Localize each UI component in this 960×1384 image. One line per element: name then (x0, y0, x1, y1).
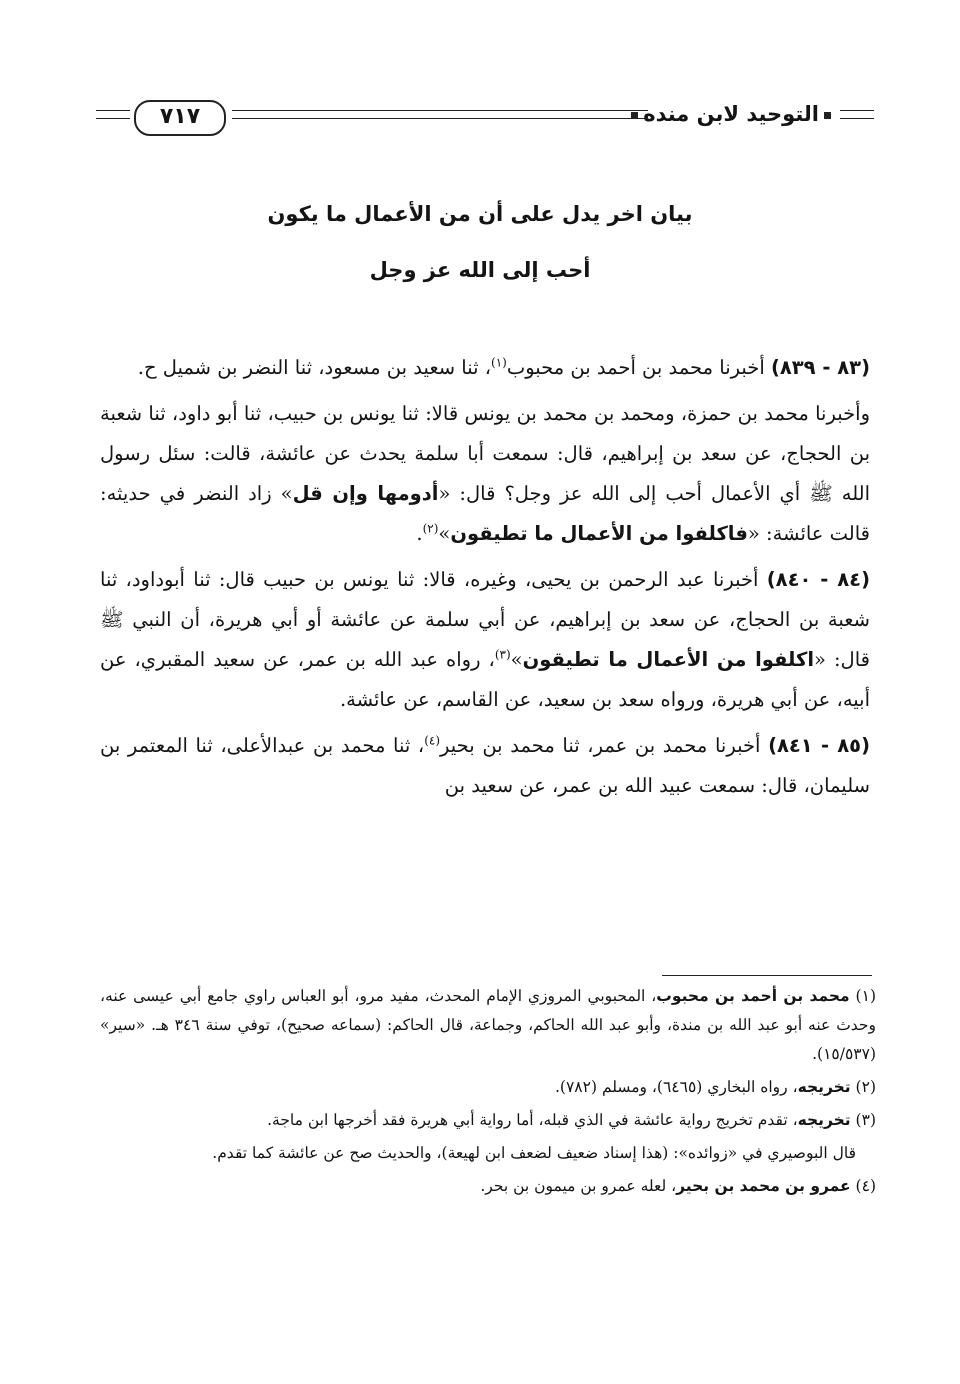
footnote (100, 1106, 876, 1135)
hadith-quote: فاكلفوا من الأعمال ما تطيقون (450, 522, 748, 545)
hadith-number: (٨٤ - ٨٤٠) (766, 568, 871, 591)
footnote-ref: (٤) (424, 733, 441, 748)
footnote-separator (662, 975, 872, 976)
footnote-text: ، لعله عمرو بن ميمون بن بحر. (480, 1177, 677, 1195)
hadith-text: ، ثنا محمد بن عبدالأعلى، ثنا المعتمر بن سليمان، قال: سمعت عبيد الله بن عمر، عن سعيد بن (100, 734, 870, 797)
hadith-paragraph (100, 394, 870, 554)
hadith-text: أخبرنا عبد الرحمن بن يحيى، وغيره، قالا: ثنا يونس بن حبيب قال: ثنا أبوداود، ثنا شعبة بن الحجاج، عن سعد بن إبراهيم، عن أبي سلمة عن عائشة أو أبي هريرة، أن النبي ﷺ قال: « (100, 568, 870, 671)
page-number: ٧١٧ (134, 100, 226, 136)
hadith-text: أخبرنا محمد بن أحمد بن محبوب (506, 356, 771, 379)
header-rule-middle-b (232, 118, 648, 119)
hadith-text: وأخبرنا محمد بن حمزة، ومحمد بن محمد بن يونس قالا: ثنا يونس بن حبيب، ثنا أبو داود، ثنا شعبة بن الحجاج، عن سعد بن إبراهيم، قال: سمعت أبا سلمة يحدث عن عائشة، قالت: سئل رسول الله ﷺ أي الأعمال أحب إلى الله عز وجل؟ قال: « (100, 402, 871, 505)
footnote (100, 982, 876, 1069)
hadith-text: » زاد النضر في حديثه: قالت عائشة: « (100, 482, 870, 545)
footnote (100, 1073, 876, 1102)
hadith-text: أخبرنا محمد بن عمر، ثنا محمد بن بحير (440, 734, 769, 757)
footnote-subject: محمد بن أحمد بن محبوب (656, 987, 850, 1005)
main-text (100, 348, 870, 812)
footnote-marker: (٤) (855, 1177, 876, 1195)
footnote-text: ، تقدم تخريج رواية عائشة في الذي قبله، أما رواية أبي هريرة فقد أخرجها ابن ماجة. (267, 1111, 798, 1129)
chapter-heading-line-2: أحب إلى الله عز وجل (369, 258, 591, 282)
header-rule-right-b (840, 118, 874, 119)
footnote-text: ، المحبوبي المروزي الإمام المحدث، مفيد مرو، أبو العباس راوي جامع أبي عيسى عنه، وحدث عنه أبو عبد الله بن مندة، وأبو عبد الله الحاكم، وجماعة، قال الحاكم: (سماعه صحيح)، توفي سنة ٣٤٦ هـ. «سير» (١٥/٥٣٧). (100, 987, 876, 1063)
hadith-text: » (438, 522, 451, 545)
page-header (96, 96, 874, 140)
footnote-subject: تخريجه (797, 1111, 851, 1129)
footnote-continuation (100, 1139, 876, 1168)
hadith-number: (٨٥ - ٨٤١) (768, 734, 870, 757)
hadith-text: ، رواه عبد الله بن عمر، عن سعيد المقبري، عن أبيه، عن أبي هريرة، ورواه سعد بن سعيد، عن القاسم، عن عائشة. (100, 648, 870, 711)
header-rule-right-a (840, 110, 874, 111)
hadith-text: ، ثنا سعيد بن مسعود، ثنا النضر بن شميل ح. (137, 356, 492, 379)
footnote (100, 1172, 876, 1201)
footnote-text: قال البوصيري في «زوائده»: (هذا إسناد ضعيف لضعف ابن لهيعة)، والحديث صح عن عائشة كما تقدم. (212, 1144, 856, 1162)
footnote-marker: (٣) (855, 1111, 876, 1129)
hadith-quote: اكلفوا من الأعمال ما تطيقون (522, 648, 815, 671)
hadith-text: . (416, 522, 423, 545)
footnote-marker: (١) (855, 987, 876, 1005)
hadith-number: (٨٣ - ٨٣٩) (770, 356, 870, 379)
book-title-text: التوحيد لابن منده (643, 102, 819, 126)
footnote-subject: تخريجه (797, 1078, 851, 1096)
hadith-paragraph (100, 348, 870, 388)
header-rule-middle-a (232, 110, 648, 111)
hadith-quote: أدومها وإن قل (292, 482, 439, 505)
square-bullet-icon (824, 112, 831, 119)
book-title (626, 102, 836, 126)
hadith-paragraph (100, 560, 870, 720)
footnote-text: ، رواه البخاري (٦٤٦٥)، ومسلم (٧٨٢). (555, 1078, 798, 1096)
footnote-ref: (٣) (494, 647, 511, 662)
footnote-ref: (١) (491, 355, 507, 370)
footnote-marker: (٢) (855, 1078, 876, 1096)
footnote-ref: (٢) (422, 521, 439, 536)
chapter-heading-line-1: بيان اخر يدل على أن من الأعمال ما يكون (267, 202, 693, 226)
header-rule-left-b (96, 118, 130, 119)
header-rule-left-a (96, 110, 130, 111)
hadith-paragraph (100, 726, 870, 806)
footnotes (100, 982, 876, 1205)
footnote-subject: عمرو بن محمد بن بحير (676, 1177, 851, 1195)
hadith-text: » (510, 648, 523, 671)
